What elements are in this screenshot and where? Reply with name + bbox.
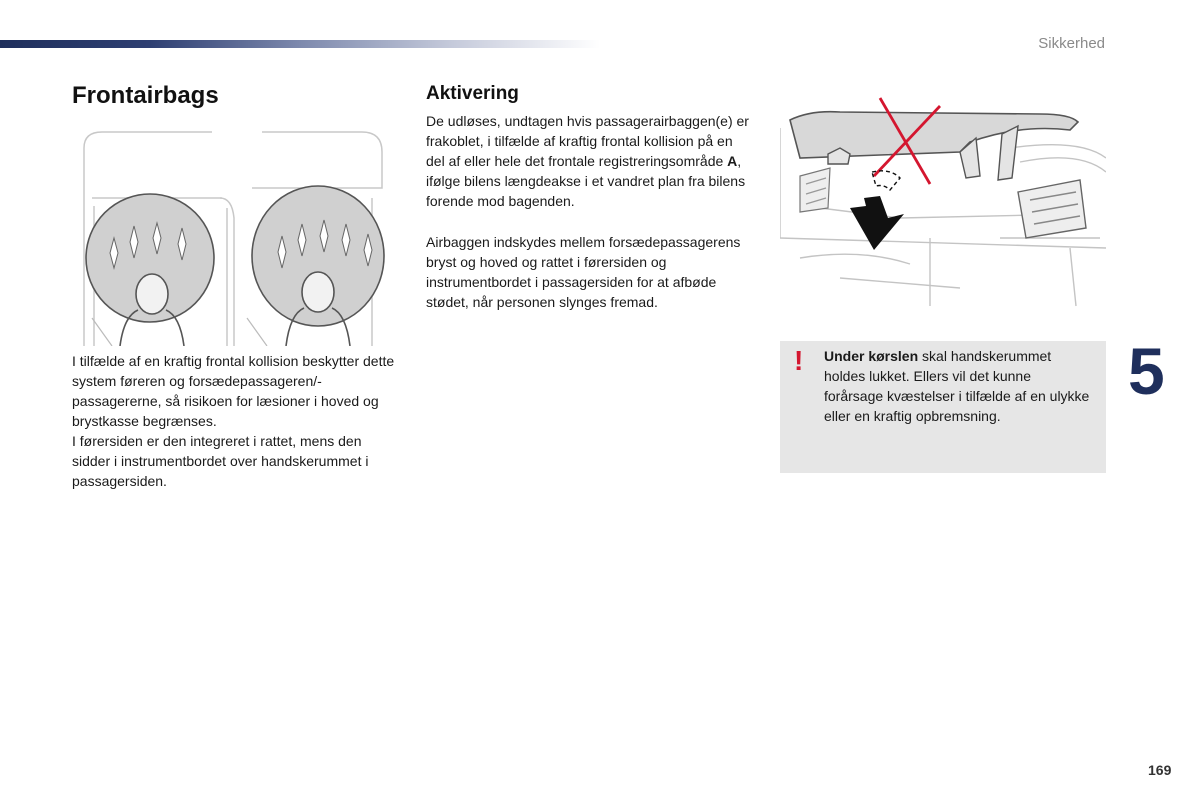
warning-exclamation-icon: !	[794, 345, 804, 376]
activation-paragraph	[426, 111, 754, 211]
chapter-number: 5	[1128, 334, 1165, 408]
page-number: 169	[1148, 762, 1172, 778]
activation-text-after: , ifølge bilens længdeakse i et vandret plan fra bilens forende mod bagenden.	[426, 153, 746, 209]
airbag-deployment-illustration	[72, 128, 392, 346]
warning-bold-lead: Under kørslen	[824, 348, 919, 364]
placement-paragraph: I førersiden er den integreret i rattet, mens den sidder i instrumentbordet over handskerummet i passagersiden.	[72, 433, 369, 489]
warning-body: skal handskerummet holdes lukket. Ellers vil det kunne forårsage kvæstelser i tilfælde af en ulykke eller en kraftig opbremsning.	[824, 348, 1090, 424]
warning-text	[824, 346, 1092, 426]
activation-text-before: De udløses, undtagen hvis passagerairbaggen(e) er frakoblet, i tilfælde af kraftig frontal kollision på en del af eller hele det frontale registreringsområde	[426, 113, 749, 169]
zone-label-a: A	[727, 153, 738, 169]
section-title: Sikkerhed	[1038, 35, 1105, 52]
intro-paragraph: I tilfælde af en kraftig frontal kollision beskytter dette system føreren og forsædepassageren/-passagererne, så risikoen for læsioner i hoved og brystkasse begrænses.	[72, 353, 395, 429]
page-title: Frontairbags	[72, 82, 219, 109]
glovebox-illustration	[780, 88, 1106, 308]
header-gradient-bar	[0, 40, 600, 48]
warning-box	[780, 341, 1106, 473]
section-heading-aktivering: Aktivering	[426, 83, 519, 104]
deployment-paragraph: Airbaggen indskydes mellem forsædepassagerens bryst og hoved og rattet i førersiden og instrumentbordet i passagersiden for at afbøde stødet, når personen slynges fremad.	[426, 234, 741, 310]
down-arrow-icon	[850, 171, 904, 250]
air-vent	[1018, 180, 1086, 238]
